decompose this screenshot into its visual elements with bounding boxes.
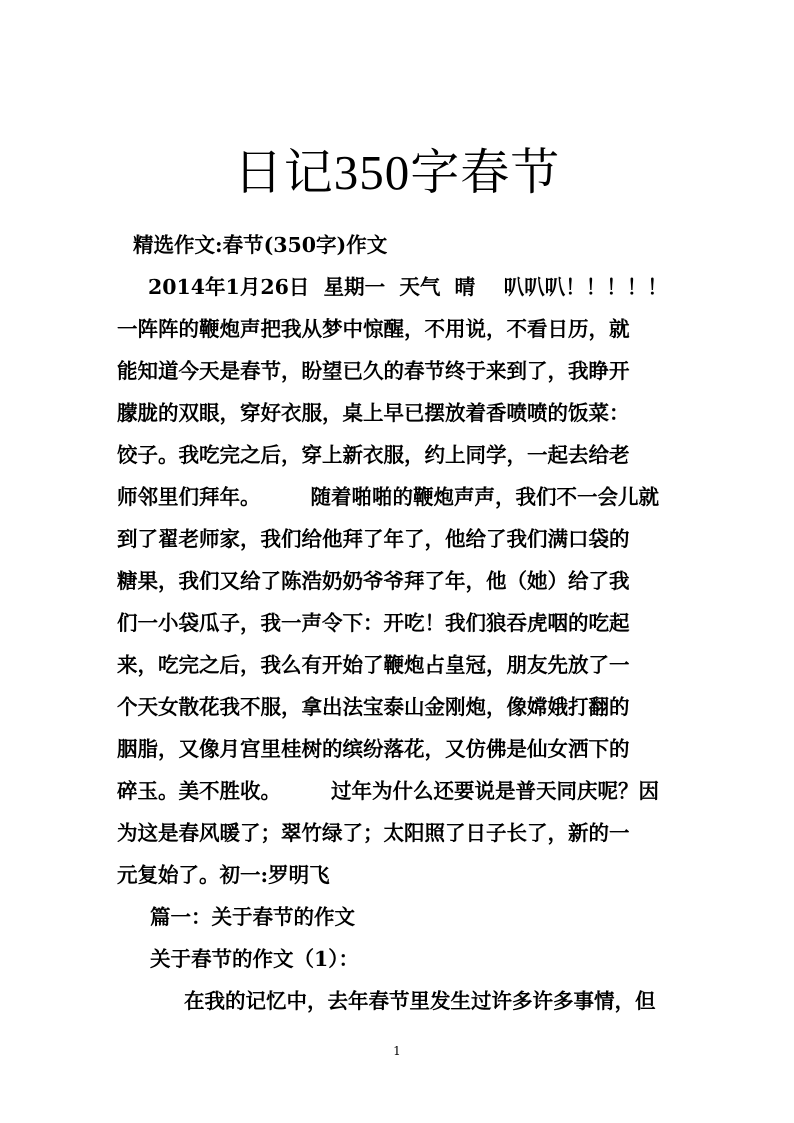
body-line: 到了翟老师家，我们给他拜了年了，他给了我们满口袋的: [117, 527, 630, 551]
body-line: 胭脂，又像月宫里桂树的缤纷落花，又仿佛是仙女洒下的: [117, 737, 630, 761]
body-line: 个天女散花我不服，拿出法宝泰山金刚炮，像嫦娥打翻的: [117, 695, 630, 719]
body-line: 朦胧的双眼，穿好衣服，桌上早已摆放着香喷喷的饭菜：: [117, 401, 630, 425]
body-line: 元复始了。初一:罗明飞: [117, 863, 330, 887]
document-title: 日记350字春节: [233, 145, 561, 200]
body-line: 为这是春风暖了；翠竹绿了；太阳照了日子长了，新的一: [117, 821, 630, 845]
body-line: 们一小袋瓜子，我一声令下：开吃！我们狼吞虎咽的吃起: [117, 611, 630, 635]
body-line: 碎玉。美不胜收。 过年为什么还要说是普天同庆呢？因: [117, 779, 659, 803]
body-line: 一阵阵的鞭炮声把我从梦中惊醒，不用说，不看日历，就: [117, 317, 630, 341]
page-number: 1: [393, 1044, 401, 1058]
date-weather-line: 2014年1月26日 星期一 天气 晴 叭叭叭！！！！！: [148, 275, 668, 299]
subtitle-line: 精选作文:春节(350字)作文: [133, 233, 388, 257]
body-line: 师邻里们拜年。 随着啪啪的鞭炮声声，我们不一会儿就: [117, 485, 659, 509]
body-line: 糖果，我们又给了陈浩奶奶爷爷拜了年，他（她）给了我: [117, 569, 630, 593]
body-line: 饺子。我吃完之后，穿上新衣服，约上同学，一起去给老: [117, 443, 630, 467]
body-line: 在我的记忆中，去年春节里发生过许多许多事情，但: [184, 989, 656, 1013]
section-heading: 篇一：关于春节的作文: [150, 905, 355, 929]
body-line: 能知道今天是春节，盼望已久的春节终于来到了，我睁开: [117, 359, 630, 383]
body-line: 来，吃完之后，我么有开始了鞭炮占皇冠，朋友先放了一: [117, 653, 630, 677]
essay-heading: 关于春节的作文（1）：: [150, 947, 360, 971]
